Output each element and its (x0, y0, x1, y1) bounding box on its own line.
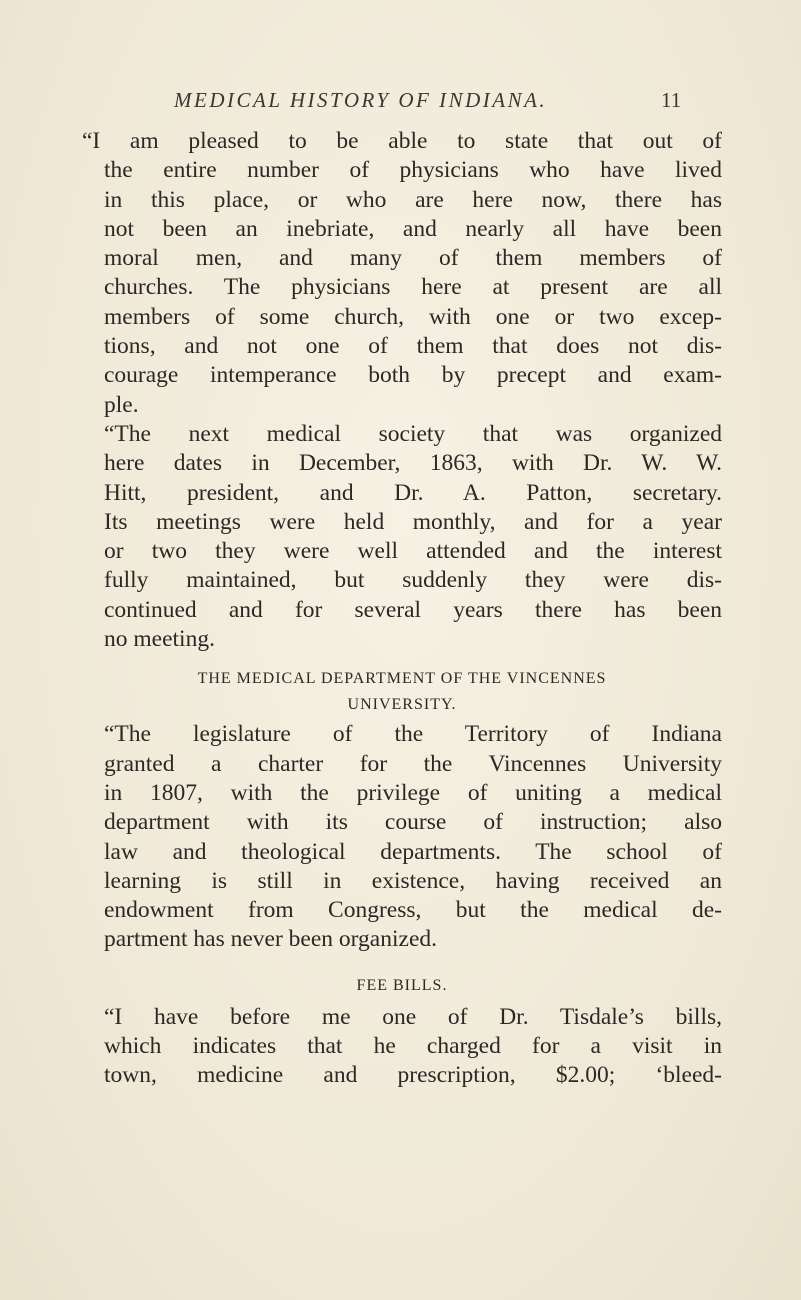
running-title: MEDICAL HISTORY OF INDIANA. (174, 88, 548, 112)
running-head (0, 88, 801, 118)
text-line: town, medicine and prescription, $2.00; ‘bleed- (104, 1062, 722, 1089)
text-line: “The next medical society that was organized (104, 420, 722, 447)
text-line: courage intemperance both by precept and exam- (104, 362, 722, 389)
text-line: granted a charter for the Vincennes University (104, 750, 722, 777)
paragraph-vincennes-university (82, 720, 722, 954)
text-line: no meeting. (104, 626, 215, 653)
text-line: moral men, and many of them members of (104, 245, 722, 272)
text-line: Its meetings were held monthly, and for a year (104, 508, 722, 535)
text-line: members of some church, with one or two excep- (104, 303, 722, 330)
text-line: endowment from Congress, but the medical de- (104, 897, 722, 924)
text-line: “The legislature of the Territory of Indiana (104, 721, 722, 748)
text-line: continued and for several years there has been (104, 596, 722, 623)
text-line: ple. (104, 391, 139, 418)
text-line: fully maintained, but suddenly they were dis- (104, 567, 722, 594)
text-line: “I have before me one of Dr. Tisdale’s bills, (104, 1003, 722, 1030)
text-line: tions, and not one of them that does not dis- (104, 333, 722, 360)
text-line: partment has never been organized. (104, 926, 437, 953)
section-heading-fee-bills (82, 955, 722, 1003)
paragraph-fee-bills (82, 1003, 722, 1091)
text-line: Hitt, president, and Dr. A. Patton, secretary. (104, 479, 722, 506)
text-line: not been an inebriate, and nearly all have been (104, 215, 722, 242)
text-line: or two they were well attended and the interest (104, 538, 722, 565)
text-line: “I am pleased to be able to state that out of (82, 128, 722, 154)
paragraph-inebriate (82, 127, 722, 420)
text-line: department with its course of instruction; also (104, 809, 722, 836)
section-heading-line: THE MEDICAL DEPARTMENT OF THE VINCENNES (197, 670, 607, 688)
text-line: learning is still in existence, having received an (104, 867, 722, 894)
paragraph-medical-society (82, 420, 722, 654)
text-line: in 1807, with the privilege of uniting a medical (104, 779, 722, 806)
text-line: in this place, or who are here now, there has (104, 186, 722, 213)
body-text (82, 127, 722, 1091)
section-heading-line: FEE BILLS. (356, 976, 448, 994)
text-line: the entire number of physicians who have lived (104, 157, 722, 184)
page-number: 11 (661, 88, 682, 112)
text-line: law and theological departments. The school of (104, 838, 722, 865)
text-line: churches. The physicians here at present are all (104, 274, 722, 301)
section-heading-vincennes (82, 654, 722, 720)
section-heading-line: UNIVERSITY. (347, 696, 457, 714)
text-line: which indicates that he charged for a visit in (104, 1033, 722, 1060)
text-line: here dates in December, 1863, with Dr. W. W. (104, 450, 722, 477)
